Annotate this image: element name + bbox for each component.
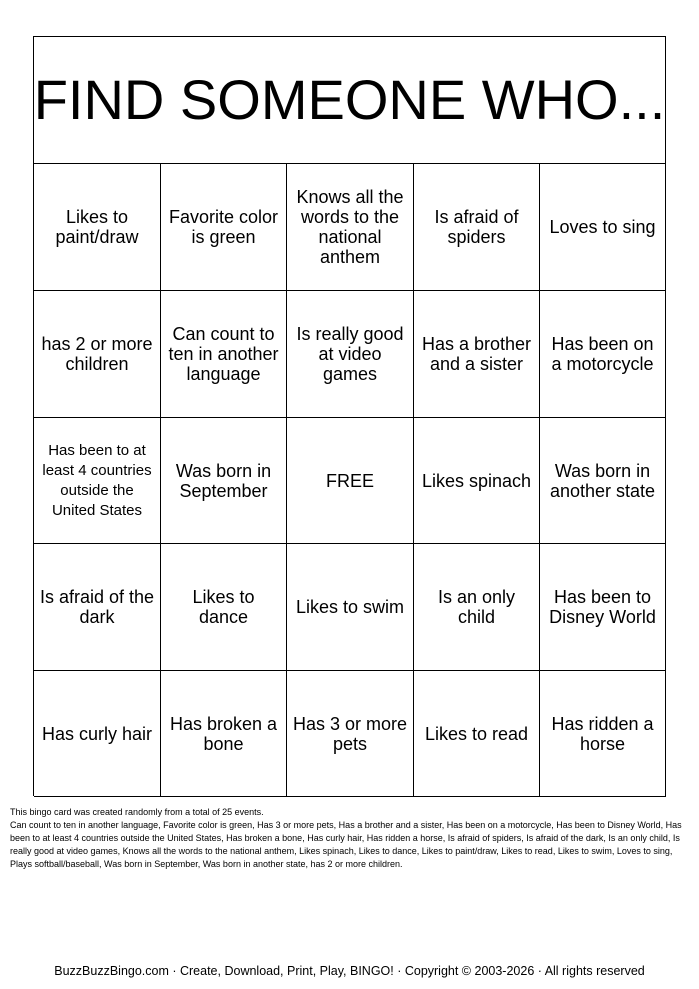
bingo-cell-10: Has been on a motorcycle — [540, 291, 666, 418]
bingo-cell-19: Is an only child — [414, 544, 540, 671]
bingo-cell-free: FREE — [287, 418, 414, 544]
bingo-cell-5: Loves to sing — [540, 164, 666, 291]
bingo-cell-23: Has 3 or more pets — [287, 671, 414, 797]
bingo-cell-16: Is afraid of the dark — [34, 544, 161, 671]
bingo-cell-22: Has broken a bone — [161, 671, 287, 797]
card-title: FIND SOMEONE WHO... — [34, 37, 666, 164]
bingo-cell-1: Likes to paint/draw — [34, 164, 161, 291]
bingo-cell-14: Likes spinach — [414, 418, 540, 544]
bingo-cell-15: Was born in another state — [540, 418, 666, 544]
bingo-cell-25: Has ridden a horse — [540, 671, 666, 797]
bingo-cell-3: Knows all the words to the national anthem — [287, 164, 414, 291]
bingo-grid — [34, 164, 666, 797]
bingo-cell-18: Likes to swim — [287, 544, 414, 671]
bingo-cell-2: Favorite color is green — [161, 164, 287, 291]
bingo-cell-4: Is afraid of spiders — [414, 164, 540, 291]
bingo-cell-8: Is really good at video games — [287, 291, 414, 418]
bingo-card — [33, 36, 666, 796]
bingo-cell-17: Likes to dance — [161, 544, 287, 671]
bingo-cell-24: Likes to read — [414, 671, 540, 797]
site-footer: BuzzBuzzBingo.com · Create, Download, Print, Play, BINGO! · Copyright © 2003-2026 · All rights reserved — [54, 964, 645, 978]
bingo-cell-11: Has been to at least 4 countries outside the United States — [34, 418, 161, 544]
footnote-summary: This bingo card was created randomly from a total of 25 events. — [10, 807, 264, 817]
bingo-cell-21: Has curly hair — [34, 671, 161, 797]
bingo-cell-6: has 2 or more children — [34, 291, 161, 418]
card-footnote — [10, 806, 688, 871]
footnote-event-list: Can count to ten in another language, Favorite color is green, Has 3 or more pets, Has a brother and a sister, Has been on a motorcycle, Has been to Disney World, Has been to at least 4 countries outside the United States, Has broken a bone, Has curly hair, Has ridden a horse, Is afraid of spiders, Is afraid of the dark, Is an only child, Is really good at video games, Knows all the words to the national anthem, Likes spinach, Likes to dance, Likes to paint/draw, Likes to read, Likes to swim, Loves to sing, Plays softball/baseball, Was born in September, Was born in another state, has 2 or more children. — [10, 820, 682, 869]
bingo-cell-9: Has a brother and a sister — [414, 291, 540, 418]
bingo-cell-12: Was born in September — [161, 418, 287, 544]
bingo-cell-20: Has been to Disney World — [540, 544, 666, 671]
bingo-cell-7: Can count to ten in another language — [161, 291, 287, 418]
